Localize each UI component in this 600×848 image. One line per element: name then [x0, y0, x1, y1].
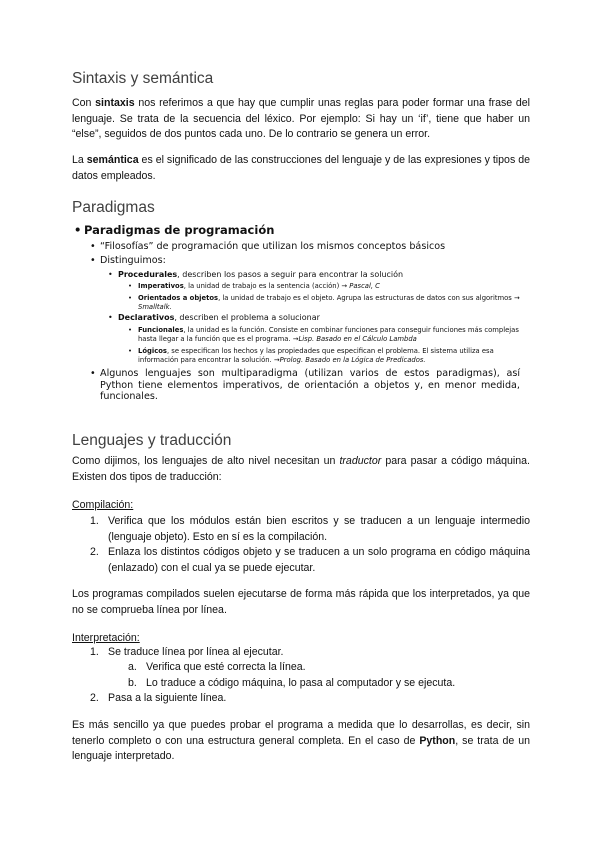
list-item: • Distinguimos: [90, 255, 166, 266]
paragraph-traductor: Como dijimos, los lenguajes de alto nivel necesitan un traductor para pasar a código máquina. Existen dos tipos de traducción: [72, 455, 530, 483]
compilacion-heading: Compilación: [72, 499, 134, 511]
list-item: • Funcionales, la unidad es la función. Consiste en combinar funciones para conseguir funciones más complejas hasta llegar a la función que es el programa. →Lisp. Basado en el Cálculo Lambda [128, 326, 519, 343]
paragraph-compilados: Los programas compilados suelen ejecutarse de forma más rápida que los interpretados, ya que no se comprueba línea por línea. [72, 588, 530, 616]
paragraph-interpretado: Es más sencillo ya que puedes probar el programa a medida que lo desarrollas, es decir, sin tenerlo completo o con una estructura general completa. En el caso de Python, se trata de un lenguaje interpretado. [72, 719, 530, 762]
list-item: • Orientados a objetos, la unidad de trabajo es el objeto. Agrupa las estructuras de datos con sus algoritmos → Smalltalk. [128, 294, 520, 311]
paragraph-semantica: La semántica es el significado de las construcciones del lenguaje y de las expresiones y tipos de datos empleados. [72, 154, 530, 182]
paradigmas-heading: • Paradigmas de programación [74, 223, 275, 237]
heading-lenguajes: Lenguajes y traducción [72, 432, 232, 449]
list-item: • Procedurales, describen los pasos a seguir para encontrar la solución [108, 270, 404, 279]
heading-paradigmas: Paradigmas [72, 199, 155, 216]
list-item: • Declarativos, describen el problema a solucionar [108, 313, 320, 322]
list-item: • Lógicos, se especifican los hechos y las propiedades que especifican el problema. El sistema utiliza esa información para encontrar la solución. →Prolog. Basado en la Lógica de Predicados. [128, 347, 494, 364]
paragraph-sintaxis: Con sintaxis nos referimos a que hay que cumplir unas reglas para poder formar una frase del lenguaje. Se trata de la secuencia del léxico. Por ejemplo: Si hay un ‘if’, tiene que haber un “else”, seguidos de dos puntos cada uno. De lo contrario se genera un error. [72, 97, 530, 140]
heading-sintaxis: Sintaxis y semántica [72, 70, 214, 87]
list-item: • Algunos lenguajes son multiparadigma (utilizan varios de estos paradigmas), así Python tiene elementos imperativos, de orientación a objetos y, en menor medida, funcionales. [90, 368, 520, 402]
list-item: • Imperativos, la unidad de trabajo es la sentencia (acción) → Pascal, C [128, 282, 380, 290]
list-item: • “Filosofías” de programación que utilizan los mismos conceptos básicos [90, 241, 446, 252]
interpretacion-heading: Interpretación: [72, 632, 140, 644]
